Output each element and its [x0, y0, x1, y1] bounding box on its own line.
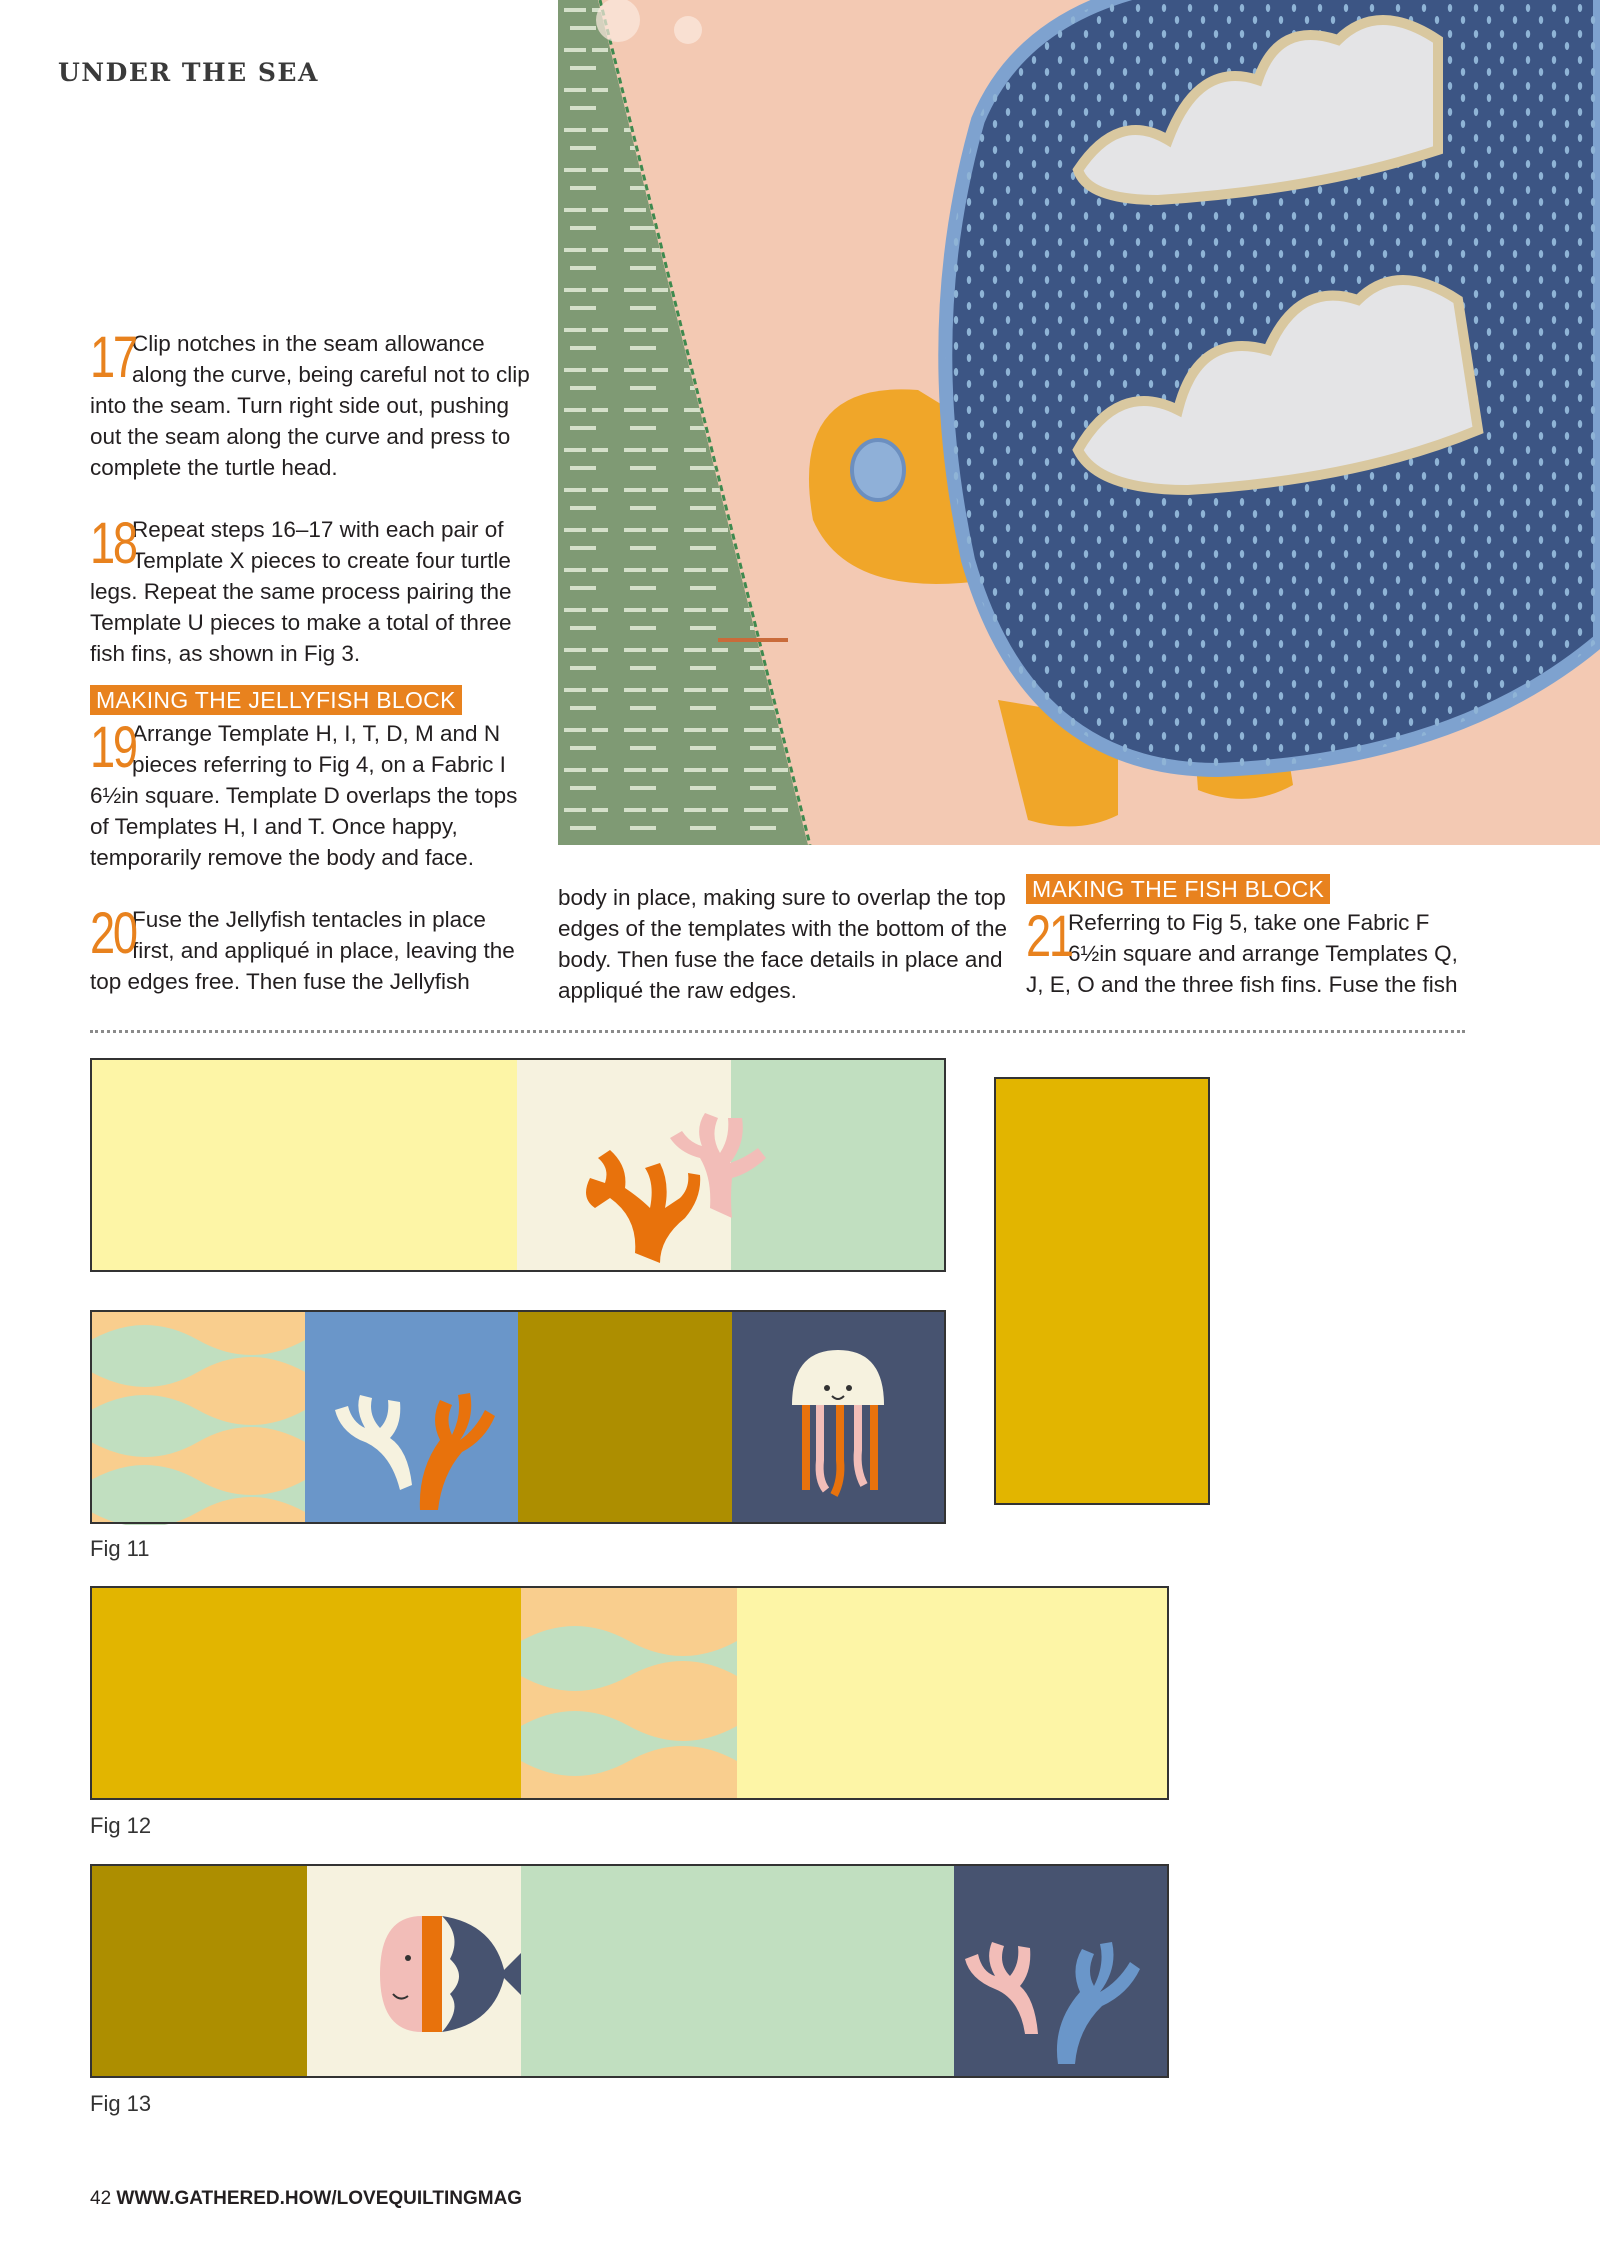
step-number: 18 [90, 511, 136, 576]
page-footer [90, 2188, 522, 2210]
step-text: Fuse the Jellyfish tentacles in place first, and appliqué in place, leaving the top edges free. Then fuse the Jellyfish [90, 907, 515, 994]
jellyfish-block-heading: MAKING THE JELLYFISH BLOCK [90, 685, 462, 715]
step-number: 17 [90, 325, 136, 390]
step-number: 21 [1026, 904, 1072, 969]
right-column [1026, 874, 1476, 1000]
page-number: 42 [90, 2188, 112, 2209]
step-20 [90, 901, 530, 997]
section-title: UNDER THE SEA [58, 58, 319, 87]
turtle-applique-photo [558, 0, 1600, 845]
website-link[interactable]: WWW.GATHERED.HOW/LOVEQUILTINGMAG [116, 2188, 523, 2209]
fig-13 [90, 1864, 1170, 2079]
fish-block-heading: MAKING THE FISH BLOCK [1026, 874, 1330, 904]
step-text: Referring to Fig 5, take one Fabric F 6½in square and arrange Templates Q, J, E, O and the three fish fins. Fuse the fish [1026, 910, 1458, 997]
fig-11-row-2 [90, 1310, 946, 1525]
step-text: Clip notches in the seam allowance along the curve, being careful not to clip into the seam. Turn right side out, pushing out the seam along the curve and press to complete the turtle head. [90, 331, 530, 480]
step-20-continued: body in place, making sure to overlap the top edges of the templates with the bottom of the body. Then fuse the face details in place and appliqué the raw edges. [558, 885, 1008, 1003]
fig-12 [90, 1586, 1170, 1801]
fig-12-caption: Fig 12 [90, 1813, 152, 1838]
middle-column [558, 882, 1008, 1006]
fig-13-caption: Fig 13 [90, 2091, 152, 2116]
section-divider [90, 1030, 1465, 1033]
fig-11-side-block [994, 1077, 1210, 1505]
left-column [90, 325, 530, 997]
fig-11-caption: Fig 11 [90, 1536, 150, 1561]
step-text: Repeat steps 16–17 with each pair of Template X pieces to create four turtle legs. Repeat the same process pairing the Template U pieces to make a total of three fish fins, as shown in Fig 3. [90, 517, 512, 666]
step-text: Arrange Template H, I, T, D, M and N pieces referring to Fig 4, on a Fabric I 6½in square. Template D overlaps the tops of Templates H, I and T. Once happy, temporarily remove the body and face. [90, 721, 518, 870]
step-21 [1026, 904, 1476, 1000]
step-17 [90, 325, 530, 483]
step-number: 19 [90, 715, 136, 780]
step-19 [90, 715, 530, 873]
step-number: 20 [90, 901, 136, 966]
fig-11-row-1 [90, 1058, 946, 1273]
step-18 [90, 511, 530, 669]
